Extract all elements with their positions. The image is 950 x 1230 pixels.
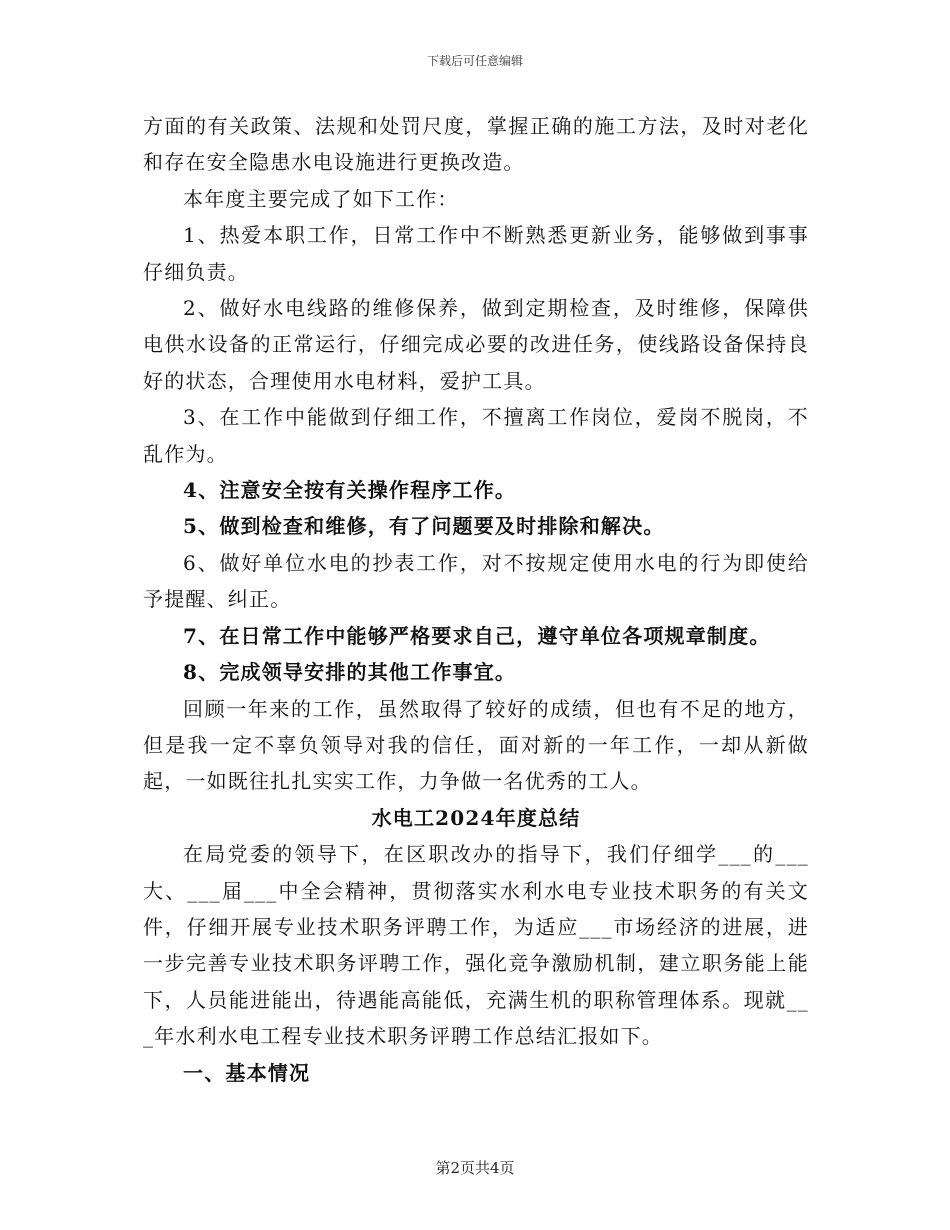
document-body (143, 108, 809, 1091)
list-item-8: 8、完成领导安排的其他工作事宜。 (183, 660, 517, 685)
list-item-1: 1、热爱本职工作，日常工作中不断熟悉更新业务，能够做到事事仔细负责。 (143, 223, 809, 284)
page-footer: 第2页共4页 (435, 1159, 515, 1177)
paragraph-summary-intro: 在局党委的领导下，在区职改办的指导下，我们仔细学___的___大、___届___中全会精神，贯彻落实水利水电专业技术职务的有关文件，仔细开展专业技术职务评聘工作，为适应___市场经济的进展，进一步完善专业技术职务评聘工作，强化竞争激励机制，建立职务能上能下，人员能进能出，待遇能高能低，充满生机的职称管理体系。现就___年水利水电工程专业技术职务评聘工作总结汇报如下。 (143, 842, 809, 1049)
list-item-6: 6、做好单位水电的抄表工作，对不按规定使用水电的行为即使给予提醒、纠正。 (143, 550, 809, 612)
subsection-heading: 一、基本情况 (183, 1060, 311, 1085)
paragraph-review: 回顾一年来的工作，虽然取得了较好的成绩，但也有不足的地方，但是我一定不辜负领导对我的信任，面对新的一年工作，一却从新做起，一如既往扎扎实实工作，力争做一名优秀的工人。 (143, 696, 809, 794)
list-item-4: 4、注意安全按有关操作程序工作。 (183, 478, 517, 503)
paragraph-continued: 方面的有关政策、法规和处罚尺度，掌握正确的施工方法，及时对老化和存在安全隐患水电设施进行更换改造。 (143, 114, 809, 175)
list-item-2: 2、做好水电线路的维修保养，做到定期检查，及时维修，保障供电供水设备的正常运行，仔细完成必要的改进任务，使线路设备保持良好的状态，合理使用水电材料，爱护工具。 (143, 296, 809, 393)
page-header: 下载后可任意编辑 (426, 54, 523, 68)
section-title: 水电工2024年度总结 (371, 805, 581, 830)
list-item-5: 5、做到检查和维修，有了问题要及时排除和解决。 (183, 514, 665, 539)
list-item-3: 3、在工作中能做到仔细工作，不擅离工作岗位，爱岗不脱岗，不乱作为。 (143, 405, 809, 466)
paragraph-intro: 本年度主要完成了如下工作： (183, 186, 459, 211)
list-item-7: 7、在日常工作中能够严格要求自己，遵守单位各项规章制度。 (183, 623, 771, 648)
